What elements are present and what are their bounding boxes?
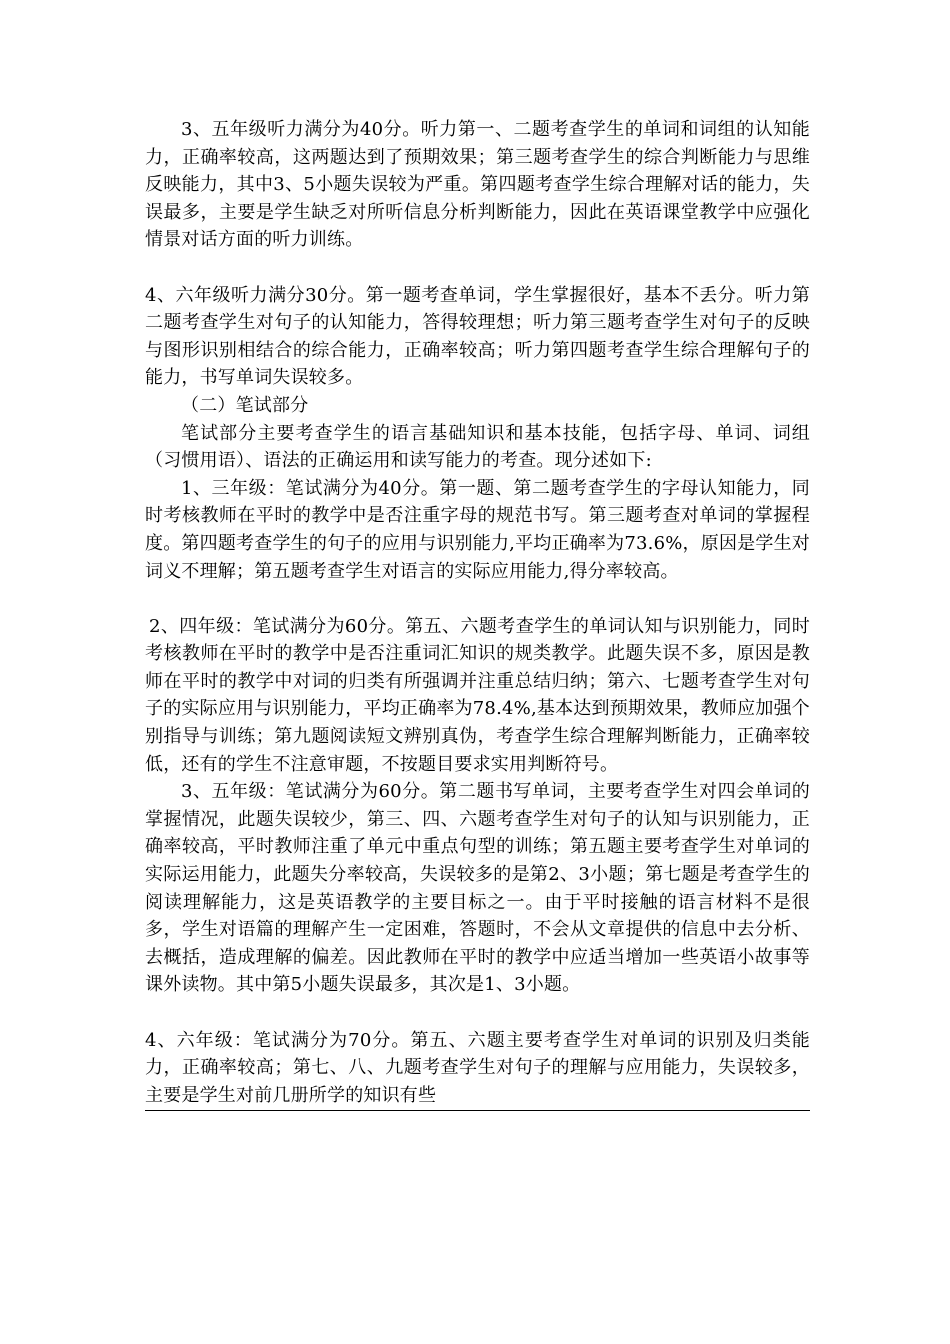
paragraph-written-intro: 笔试部分主要考查学生的语言基础知识和基本技能，包括字母、单词、词组（习惯用语）、语法的正确运用和读写能力的考查。现分述如下: [145,422,810,472]
section-heading-written-test: （二）笔试部分 [181,394,309,416]
paragraph-grade6-written: 4、六年级：笔试满分为70分。第五、六题主要考查学生对单词的识别及归类能力，正确率较高；第七、八、九题考查学生对句子的理解与应用能力，失误较多，主要是学生对前几册所学的知识有些 [145,1027,810,1112]
paragraph-grade3-written: 1、三年级：笔试满分为40分。第一题、第二题考查学生的字母认知能力，同时考核教师在平时的教学中是否注重字母的规范书写。第三题考查对单词的掌握程度。第四题考查学生的句子的应用与识别能力,平均正确率为73.6%，原因是学生对词义不理解；第五题考查学生对语言的实际应用能力,得分率较高。 [145,477,810,582]
paragraph-grade5-written: 3、五年级：笔试满分为60分。第二题书写单词，主要考查学生对四会单词的掌握情况，此题失误较少，第三、四、六题考查学生对句子的认知与识别能力，正确率较高，平时教师注重了单元中重点句型的训练；第五题主要考查学生对单词的实际运用能力，此题失分率较高，失误较多的是第2、3小题；第七题是考查学生的阅读理解能力，这是英语教学的主要目标之一。由于平时接触的语言材料不是很多，学生对语篇的理解产生一定困难，答题时，不会从文章提供的信息中去分析、去概括，造成理解的偏差。因此教师在平时的教学中应适当增加一些英语小故事等课外读物。其中第5小题失误最多，其次是1、3小题。 [145,781,810,996]
document-body [145,116,810,1111]
paragraph-grade5-listening: 3、五年级听力满分为40分。听力第一、二题考查学生的单词和词组的认知能力，正确率较高，这两题达到了预期效果；第三题考查学生的综合判断能力与思维反映能力，其中3、5小题失误较为严重。第四题考查学生综合理解对话的能力，失误最多，主要是学生缺乏对所听信息分析判断能力，因此在英语课堂教学中应强化情景对话方面的听力训练。 [145,119,810,251]
paragraph-grade6-listening: 4、六年级听力满分30分。第一题考查单词，学生掌握很好，基本不丢分。听力第二题考查学生对句子的认知能力，答得较理想；听力第三题考查学生对句子的反映与图形识别相结合的综合能力，正确率较高；听力第四题考查学生综合理解句子的能力，书写单词失误较多。 [145,284,810,389]
paragraph-grade4-written: 2、四年级：笔试满分为60分。第五、六题考查学生的单词认知与识别能力，同时考核教师在平时的教学中是否注重词汇知识的规类教学。此题失误不多，原因是教师在平时的教学中对词的归类有所强调并注重总结归纳；第六、七题考查学生对句子的实际应用与识别能力，平均正确率为78.4%,基本达到预期效果，教师应加强个别指导与训练；第九题阅读短文辨别真伪，考查学生综合理解判断能力，正确率较低，还有的学生不注意审题，不按题目要求实用判断符号。 [145,615,810,775]
